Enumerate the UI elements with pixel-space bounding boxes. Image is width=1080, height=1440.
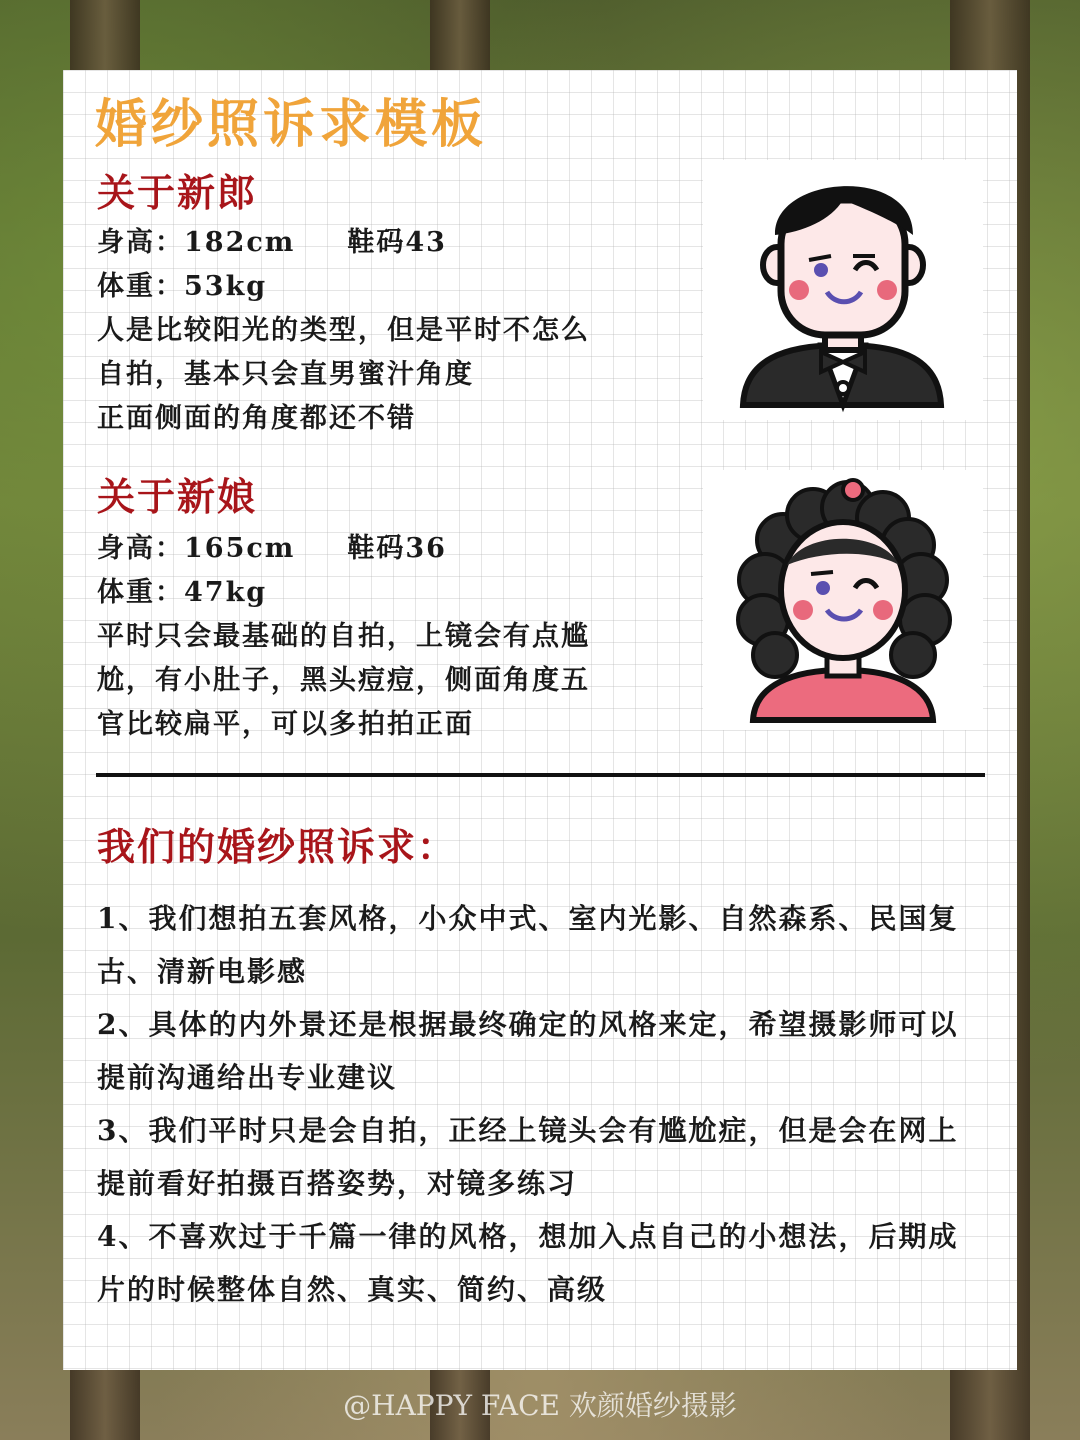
bride-shoe-size: 鞋码36 [347,533,447,564]
groom-height: 身高：182cm [97,227,296,258]
bride-avatar [703,470,983,730]
requests-heading: 我们的婚纱照诉求： [97,825,458,869]
groom-height-row [97,220,447,259]
groom-shoe-size: 鞋码43 [347,227,447,258]
request-item-3: 3、我们平时只是会自拍，正经上镜头会有尴尬症，但是会在网上提前看好拍摄百搭姿势，对镜多练习 [97,1114,959,1200]
bride-heading: 关于新娘 [97,475,258,519]
request-item-1: 1、我们想拍五套风格，小众中式、室内光影、自然森系、民国复古、清新电影感 [97,902,959,988]
request-item-4: 4、不喜欢过于千篇一律的风格，想加入点自己的小想法，后期成片的时候整体自然、真实、简约、高级 [97,1220,959,1306]
section-divider [96,773,985,777]
watermark: @HAPPY FACE 欢颜婚纱摄影 [343,1389,737,1422]
template-card [63,70,1017,1370]
bride-desc-line-2: 尬，有小肚子，黑头痘痘，侧面角度五 [97,665,590,696]
groom-avatar [703,160,983,420]
bride-desc-line-3: 官比较扁平，可以多拍拍正面 [97,709,474,740]
bride-desc-line-1: 平时只会最基础的自拍，上镜会有点尴 [97,621,590,652]
bride-weight: 体重：47kg [97,577,268,608]
bride-height: 身高：165cm [97,533,296,564]
groom-heading: 关于新郎 [97,171,258,215]
groom-desc-line-3: 正面侧面的角度都还不错 [97,403,416,434]
groom-desc-line-1: 人是比较阳光的类型，但是平时不怎么 [97,315,590,346]
request-item-2: 2、具体的内外景还是根据最终确定的风格来定，希望摄影师可以提前沟通给出专业建议 [97,1008,959,1094]
groom-desc-line-2: 自拍，基本只会直男蜜汁角度 [97,359,474,390]
bride-height-row [97,526,447,565]
groom-weight: 体重：53kg [97,271,268,302]
page-title: 婚纱照诉求模板 [95,95,488,155]
